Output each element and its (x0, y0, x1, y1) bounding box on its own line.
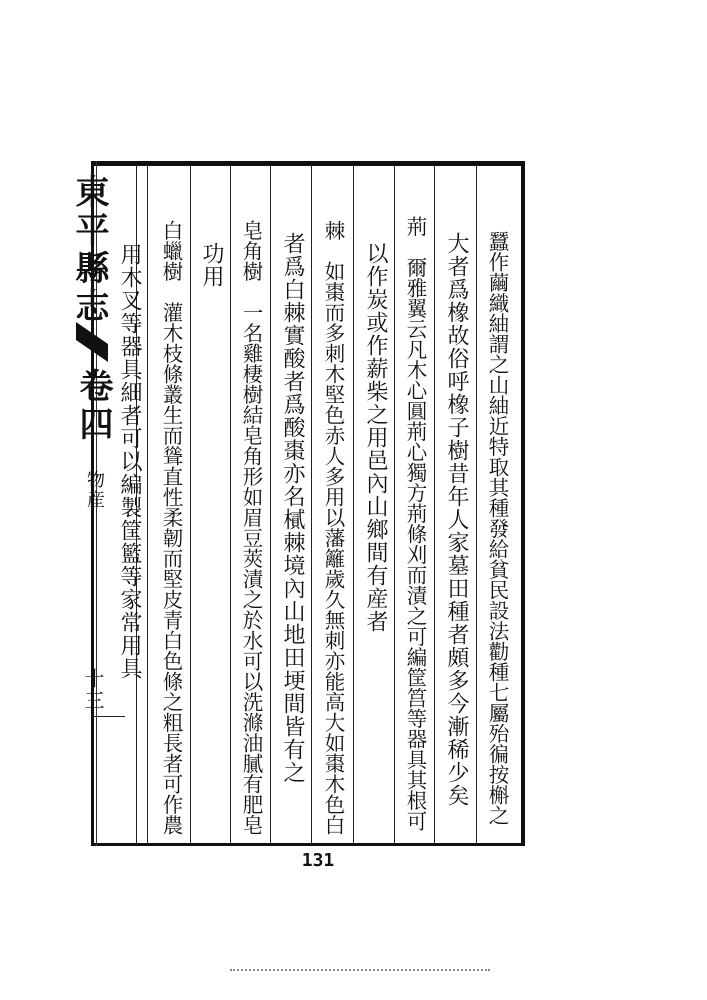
text-column-7: 皂角樹 一名雞棲樹結皂角形如眉豆莢漬之於水可以洗滌油膩有肥皂 (239, 220, 263, 835)
frame-bottom-rule (92, 843, 524, 846)
text-column-9: 白蠟樹 灌木枝條叢生而聳直性柔韌而堅皮青白色條之粗長者可作農 (159, 220, 183, 835)
column-divider (147, 166, 148, 843)
column-divider (270, 166, 271, 843)
fish-tail-mark-icon (74, 322, 110, 362)
column-divider (311, 166, 312, 843)
margin-volume: 卷四 (73, 368, 113, 444)
margin-book-title: 東平縣志 (69, 174, 109, 326)
column-divider (353, 166, 354, 843)
text-column-3: 荊 爾雅翼云凡木心圓荊心獨方荊條刈而漬之可編筐筥等器具其根可 (403, 216, 427, 831)
margin-leaf-rule (93, 716, 125, 717)
text-column-2: 大者爲橡故俗呼橡子樹昔年人家墓田種者頗多今漸稀少矣 (444, 232, 469, 807)
text-column-10: 用木叉等器具細者可以編製筐籃等家常用具 (117, 243, 142, 680)
column-divider (394, 166, 395, 843)
margin-section-title: 物産 (84, 470, 105, 510)
footer-scan-line (230, 969, 490, 973)
column-divider (476, 166, 477, 843)
frame-top-rule (92, 161, 524, 166)
text-column-4: 以作炭或作薪柴之用邑內山鄉間有産者 (363, 242, 388, 633)
margin-leaf-number: 十三 (81, 668, 105, 712)
frame-right-rule (521, 161, 525, 846)
text-column-1: 蠶作繭織紬謂之山紬近特取其種發給貧民設法勸種七屬殆徧按槲之 (485, 231, 509, 826)
text-column-8: 功用 (199, 242, 224, 288)
column-divider (230, 166, 231, 843)
text-column-6: 者爲白棘實酸者爲酸棗亦名樲棘境內山地田埂間皆有之 (280, 232, 305, 784)
column-divider (434, 166, 435, 843)
text-column-5: 棘 如棗而多刺木堅色赤人多用以藩籬歲久無刺亦能高大如棗木色白 (321, 220, 345, 835)
page-number: 131 (301, 850, 335, 871)
column-divider (190, 166, 191, 843)
